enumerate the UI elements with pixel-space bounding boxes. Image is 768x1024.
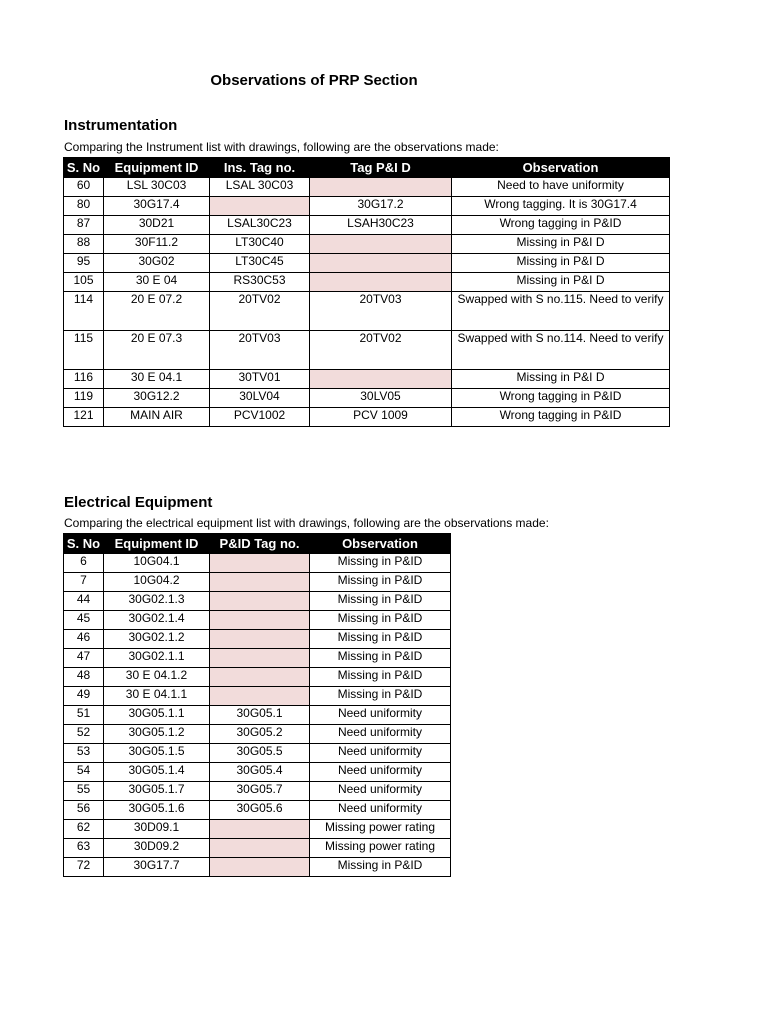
header-equipment-id: Equipment ID: [104, 534, 210, 554]
observation-cell: Missing power rating: [310, 839, 451, 858]
observation-cell: Missing in P&ID: [310, 649, 451, 668]
observation-cell: Need uniformity: [310, 801, 451, 820]
observation-cell: Missing in P&I D: [452, 254, 670, 273]
sno-cell: 44: [64, 592, 104, 611]
tag-pid-cell: [310, 235, 452, 254]
sno-cell: 80: [64, 197, 104, 216]
observation-cell: Missing in P&ID: [310, 668, 451, 687]
pid-tag-cell: [210, 687, 310, 706]
equipment-id-cell: 30G12.2: [104, 389, 210, 408]
ins-tag-cell: 20TV03: [210, 331, 310, 370]
header-observation: Observation: [310, 534, 451, 554]
sno-cell: 115: [64, 331, 104, 370]
sno-cell: 7: [64, 573, 104, 592]
observation-cell: Missing in P&I D: [452, 235, 670, 254]
pid-tag-cell: 30G05.6: [210, 801, 310, 820]
equipment-id-cell: 30D21: [104, 216, 210, 235]
table-row: [64, 254, 670, 273]
table-row: [64, 668, 451, 687]
table-row: [64, 216, 670, 235]
electrical-table: [63, 533, 451, 877]
electrical-heading: Electrical Equipment: [64, 494, 213, 511]
table-header-row: [64, 534, 451, 554]
table-row: [64, 611, 451, 630]
equipment-id-cell: 30G05.1.4: [104, 763, 210, 782]
tag-pid-cell: 20TV02: [310, 331, 452, 370]
equipment-id-cell: 30D09.2: [104, 839, 210, 858]
ins-tag-cell: PCV1002: [210, 408, 310, 427]
table-row: [64, 782, 451, 801]
equipment-id-cell: 30 E 04: [104, 273, 210, 292]
pid-tag-cell: [210, 839, 310, 858]
sno-cell: 88: [64, 235, 104, 254]
pid-tag-cell: 30G05.7: [210, 782, 310, 801]
sno-cell: 114: [64, 292, 104, 331]
electrical-description: Comparing the electrical equipment list with drawings, following are the observations made:: [64, 516, 549, 530]
observation-cell: Need uniformity: [310, 725, 451, 744]
ins-tag-cell: 20TV02: [210, 292, 310, 331]
sno-cell: 53: [64, 744, 104, 763]
observation-cell: Missing in P&I D: [452, 273, 670, 292]
equipment-id-cell: 10G04.2: [104, 573, 210, 592]
equipment-id-cell: 30G17.7: [104, 858, 210, 877]
table-row: [64, 706, 451, 725]
equipment-id-cell: 30G02.1.1: [104, 649, 210, 668]
sno-cell: 116: [64, 370, 104, 389]
sno-cell: 6: [64, 554, 104, 573]
sno-cell: 60: [64, 178, 104, 197]
instrumentation-heading: Instrumentation: [64, 117, 178, 134]
table-row: [64, 389, 670, 408]
ins-tag-cell: LSAL30C23: [210, 216, 310, 235]
table-row: [64, 178, 670, 197]
observation-cell: Missing in P&ID: [310, 630, 451, 649]
pid-tag-cell: 30G05.2: [210, 725, 310, 744]
sno-cell: 47: [64, 649, 104, 668]
equipment-id-cell: 30G02.1.3: [104, 592, 210, 611]
pid-tag-cell: [210, 649, 310, 668]
table-row: [64, 592, 451, 611]
tag-pid-cell: 30G17.2: [310, 197, 452, 216]
sno-cell: 56: [64, 801, 104, 820]
observation-cell: Wrong tagging in P&ID: [452, 408, 670, 427]
sno-cell: 52: [64, 725, 104, 744]
ins-tag-cell: LT30C40: [210, 235, 310, 254]
observation-cell: Need uniformity: [310, 706, 451, 725]
equipment-id-cell: 10G04.1: [104, 554, 210, 573]
equipment-id-cell: 30G17.4: [104, 197, 210, 216]
equipment-id-cell: 30 E 04.1: [104, 370, 210, 389]
table-row: [64, 331, 670, 370]
pid-tag-cell: 30G05.5: [210, 744, 310, 763]
pid-tag-cell: [210, 573, 310, 592]
table-row: [64, 408, 670, 427]
observation-cell: Need uniformity: [310, 744, 451, 763]
equipment-id-cell: 30F11.2: [104, 235, 210, 254]
table-row: [64, 197, 670, 216]
tag-pid-cell: [310, 273, 452, 292]
pid-tag-cell: [210, 820, 310, 839]
table-row: [64, 820, 451, 839]
observation-cell: Missing in P&ID: [310, 554, 451, 573]
tag-pid-cell: LSAH30C23: [310, 216, 452, 235]
observation-cell: Missing in P&ID: [310, 858, 451, 877]
tag-pid-cell: [310, 178, 452, 197]
sno-cell: 87: [64, 216, 104, 235]
table-row: [64, 554, 451, 573]
sno-cell: 95: [64, 254, 104, 273]
tag-pid-cell: 20TV03: [310, 292, 452, 331]
sno-cell: 55: [64, 782, 104, 801]
observation-cell: Missing in P&ID: [310, 611, 451, 630]
pid-tag-cell: [210, 611, 310, 630]
table-header-row: [64, 158, 670, 178]
header-pid-tag: P&ID Tag no.: [210, 534, 310, 554]
tag-pid-cell: [310, 370, 452, 389]
equipment-id-cell: MAIN AIR: [104, 408, 210, 427]
instrumentation-description: Comparing the Instrument list with drawings, following are the observations made:: [64, 140, 499, 154]
ins-tag-cell: 30TV01: [210, 370, 310, 389]
header-tag-pid: Tag P&I D: [310, 158, 452, 178]
sno-cell: 48: [64, 668, 104, 687]
pid-tag-cell: 30G05.1: [210, 706, 310, 725]
sno-cell: 54: [64, 763, 104, 782]
sno-cell: 49: [64, 687, 104, 706]
header-sno: S. No: [64, 534, 104, 554]
header-equipment-id: Equipment ID: [104, 158, 210, 178]
equipment-id-cell: 30G02: [104, 254, 210, 273]
observation-cell: Wrong tagging in P&ID: [452, 216, 670, 235]
sno-cell: 51: [64, 706, 104, 725]
table-row: [64, 763, 451, 782]
observation-cell: Missing in P&ID: [310, 573, 451, 592]
observation-cell: Need uniformity: [310, 782, 451, 801]
sno-cell: 62: [64, 820, 104, 839]
ins-tag-cell: LSAL 30C03: [210, 178, 310, 197]
table-row: [64, 687, 451, 706]
sno-cell: 105: [64, 273, 104, 292]
ins-tag-cell: [210, 197, 310, 216]
equipment-id-cell: 30G05.1.1: [104, 706, 210, 725]
table-row: [64, 839, 451, 858]
header-observation: Observation: [452, 158, 670, 178]
tag-pid-cell: [310, 254, 452, 273]
sno-cell: 121: [64, 408, 104, 427]
equipment-id-cell: 30G05.1.5: [104, 744, 210, 763]
observation-cell: Swapped with S no.114. Need to verify: [452, 331, 670, 370]
table-row: [64, 725, 451, 744]
ins-tag-cell: RS30C53: [210, 273, 310, 292]
sno-cell: 45: [64, 611, 104, 630]
observation-cell: Need to have uniformity: [452, 178, 670, 197]
equipment-id-cell: 30G05.1.6: [104, 801, 210, 820]
equipment-id-cell: 30G05.1.2: [104, 725, 210, 744]
equipment-id-cell: 30G02.1.4: [104, 611, 210, 630]
equipment-id-cell: 30D09.1: [104, 820, 210, 839]
observation-cell: Swapped with S no.115. Need to verify: [452, 292, 670, 331]
observation-cell: Missing power rating: [310, 820, 451, 839]
equipment-id-cell: 30G05.1.7: [104, 782, 210, 801]
table-row: [64, 273, 670, 292]
observation-cell: Need uniformity: [310, 763, 451, 782]
equipment-id-cell: 30 E 04.1.2: [104, 668, 210, 687]
instrumentation-table: [63, 157, 670, 427]
pid-tag-cell: [210, 630, 310, 649]
sno-cell: 72: [64, 858, 104, 877]
tag-pid-cell: PCV 1009: [310, 408, 452, 427]
table-row: [64, 858, 451, 877]
sno-cell: 63: [64, 839, 104, 858]
pid-tag-cell: [210, 554, 310, 573]
observation-cell: Missing in P&ID: [310, 687, 451, 706]
equipment-id-cell: 30G02.1.2: [104, 630, 210, 649]
table-row: [64, 744, 451, 763]
header-ins-tag: Ins. Tag no.: [210, 158, 310, 178]
table-row: [64, 573, 451, 592]
sno-cell: 46: [64, 630, 104, 649]
table-row: [64, 630, 451, 649]
header-sno: S. No: [64, 158, 104, 178]
observation-cell: Missing in P&I D: [452, 370, 670, 389]
ins-tag-cell: 30LV04: [210, 389, 310, 408]
equipment-id-cell: 30 E 04.1.1: [104, 687, 210, 706]
pid-tag-cell: [210, 668, 310, 687]
equipment-id-cell: 20 E 07.3: [104, 331, 210, 370]
table-row: [64, 235, 670, 254]
pid-tag-cell: [210, 592, 310, 611]
table-row: [64, 801, 451, 820]
equipment-id-cell: LSL 30C03: [104, 178, 210, 197]
observation-cell: Wrong tagging in P&ID: [452, 389, 670, 408]
pid-tag-cell: 30G05.4: [210, 763, 310, 782]
pid-tag-cell: [210, 858, 310, 877]
table-row: [64, 292, 670, 331]
page-title: Observations of PRP Section: [210, 72, 418, 89]
table-row: [64, 370, 670, 389]
tag-pid-cell: 30LV05: [310, 389, 452, 408]
sno-cell: 119: [64, 389, 104, 408]
table-row: [64, 649, 451, 668]
observation-cell: Missing in P&ID: [310, 592, 451, 611]
ins-tag-cell: LT30C45: [210, 254, 310, 273]
observation-cell: Wrong tagging. It is 30G17.4: [452, 197, 670, 216]
equipment-id-cell: 20 E 07.2: [104, 292, 210, 331]
